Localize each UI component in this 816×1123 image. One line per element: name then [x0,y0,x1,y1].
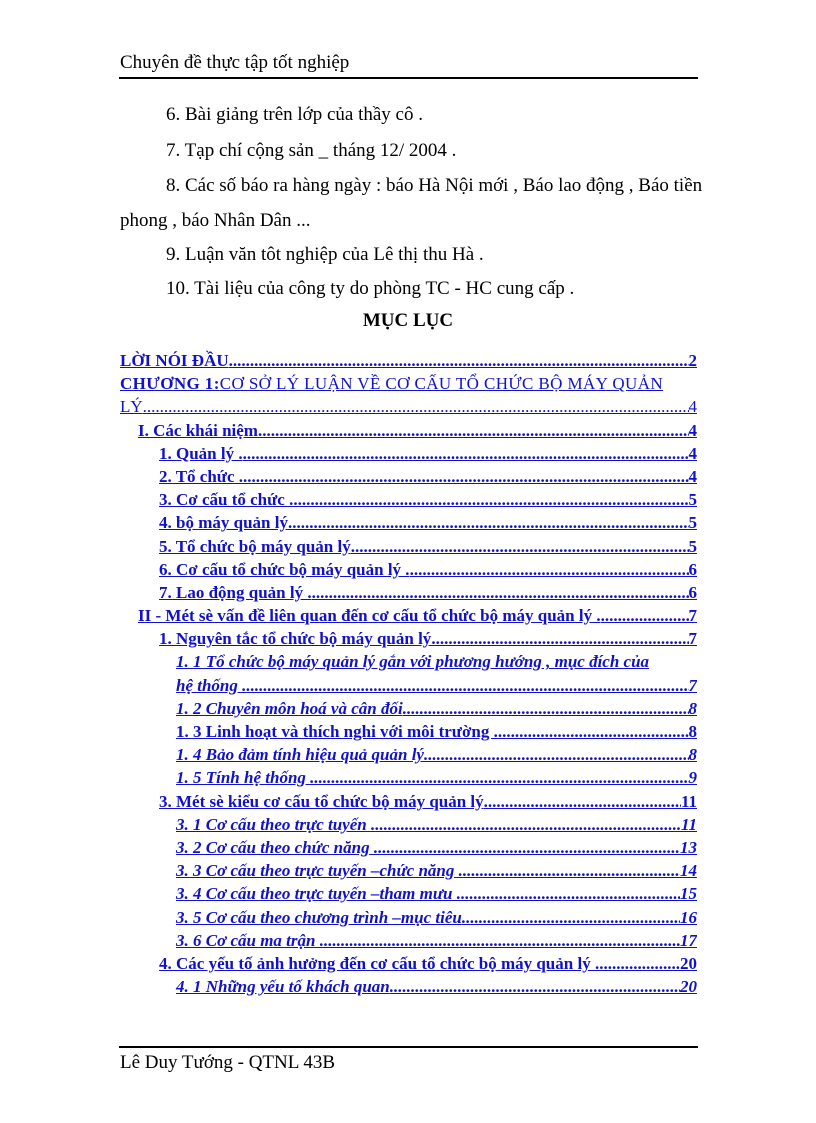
toc-entry[interactable]: 1. 2 Chuyên môn hoá và cân đối ..... 8 [120,697,697,720]
toc-entry[interactable]: 1. 5 Tính hệ thống . ..... 9 [120,766,697,789]
toc-entry[interactable]: 4. 1 Những yếu tố khách quan ..... 20 [120,975,697,998]
toc-entry[interactable]: II - Mét sè vấn đề liên quan đến cơ cấu tổ chức bộ máy quản lý . ..... 7 [120,604,697,627]
toc-entry[interactable]: 1. 1 Tổ chức bộ máy quản lý gắn với phương hướng , mục đích của [176,652,650,672]
toc-entry[interactable]: 3. Cơ cấu tổ chức . ..... 5 [120,488,697,511]
toc-entry[interactable]: 3. 2 Cơ cấu theo chức năng . ..... 13 [120,836,697,859]
toc-entry[interactable]: 4. bộ máy quản lý ..... 5 [120,511,697,534]
toc-entry[interactable]: LÝ ..... 4 [120,395,697,418]
toc-entry[interactable]: 1. Nguyên tắc tổ chức bộ máy quản lý ..... 7 [120,627,697,650]
page-header-title: Chuyên đề thực tập tốt nghiệp [120,52,350,73]
toc-entry[interactable]: I. Các khái niệm ..... 4 [120,419,697,442]
toc-entry[interactable]: 5. Tổ chức bộ máy quản lý ..... 5 [120,535,697,558]
reference-item: 6. Bài giảng trên lớp của thầy cô . [166,104,423,125]
toc-entry[interactable]: 4. Các yếu tố ảnh hưởng đến cơ cấu tổ chức bộ máy quản lý . ..... 20 [120,952,697,975]
footer-rule [119,1046,698,1048]
header-rule [119,77,698,79]
toc-entry[interactable]: 2. Tổ chức . ..... 4 [120,465,697,488]
toc-entry[interactable]: 7. Lao động quản lý . ..... 6 [120,581,697,604]
toc-entry[interactable]: 1. 3 Linh hoạt và thích nghi với môi trường . ..... 8 [120,720,697,743]
reference-item: 8. Các số báo ra hàng ngày : báo Hà Nội mới , Báo lao động , Báo tiền [166,175,703,196]
reference-item-continued: phong , báo Nhân Dân ... [120,210,311,231]
toc-entry[interactable]: 3. Mét sè kiểu cơ cấu tổ chức bộ máy quản lý ..... 11 [120,790,697,813]
reference-item: 10. Tài liệu của công ty do phòng TC - HC cung cấp . [166,278,575,299]
toc-entry[interactable]: 6. Cơ cấu tổ chức bộ máy quản lý . ..... 6 [120,558,697,581]
toc-entry[interactable]: 3. 1 Cơ cấu theo trực tuyến . ..... 11 [120,813,697,836]
toc-entry[interactable]: 1. 4 Bảo đảm tính hiệu quả quản lý. ..... 8 [120,743,697,766]
toc-entry[interactable]: hệ thống . ..... 7 [120,674,697,697]
toc-heading: MỤC LỤC [362,310,454,331]
table-of-contents [120,349,697,998]
toc-entry[interactable]: 3. 4 Cơ cấu theo trực tuyến –tham mưu . ..... 15 [120,882,697,905]
toc-entry[interactable]: LỜI NÓI ĐẦU ..... 2 [120,349,697,372]
toc-entry[interactable]: 3. 6 Cơ cấu ma trận . ..... 17 [120,929,697,952]
toc-entry[interactable]: 1. Quản lý . ..... 4 [120,442,697,465]
reference-item: 9. Luận văn tôt nghiệp của Lê thị thu Hà . [166,244,484,265]
toc-entry[interactable]: 3. 5 Cơ cấu theo chương trình –mục tiêu ..... 16 [120,906,697,929]
page-footer-author: Lê Duy Tướng - QTNL 43B [120,1052,336,1073]
reference-item: 7. Tạp chí cộng sản _ tháng 12/ 2004 . [166,140,457,161]
toc-entry[interactable]: 3. 3 Cơ cấu theo trực tuyến –chức năng . ..... 14 [120,859,697,882]
toc-entry[interactable]: CHƯƠNG 1:CƠ SỞ LÝ LUẬN VỀ CƠ CẤU TỔ CHỨC BỘ MÁY QUẢN [120,374,664,394]
